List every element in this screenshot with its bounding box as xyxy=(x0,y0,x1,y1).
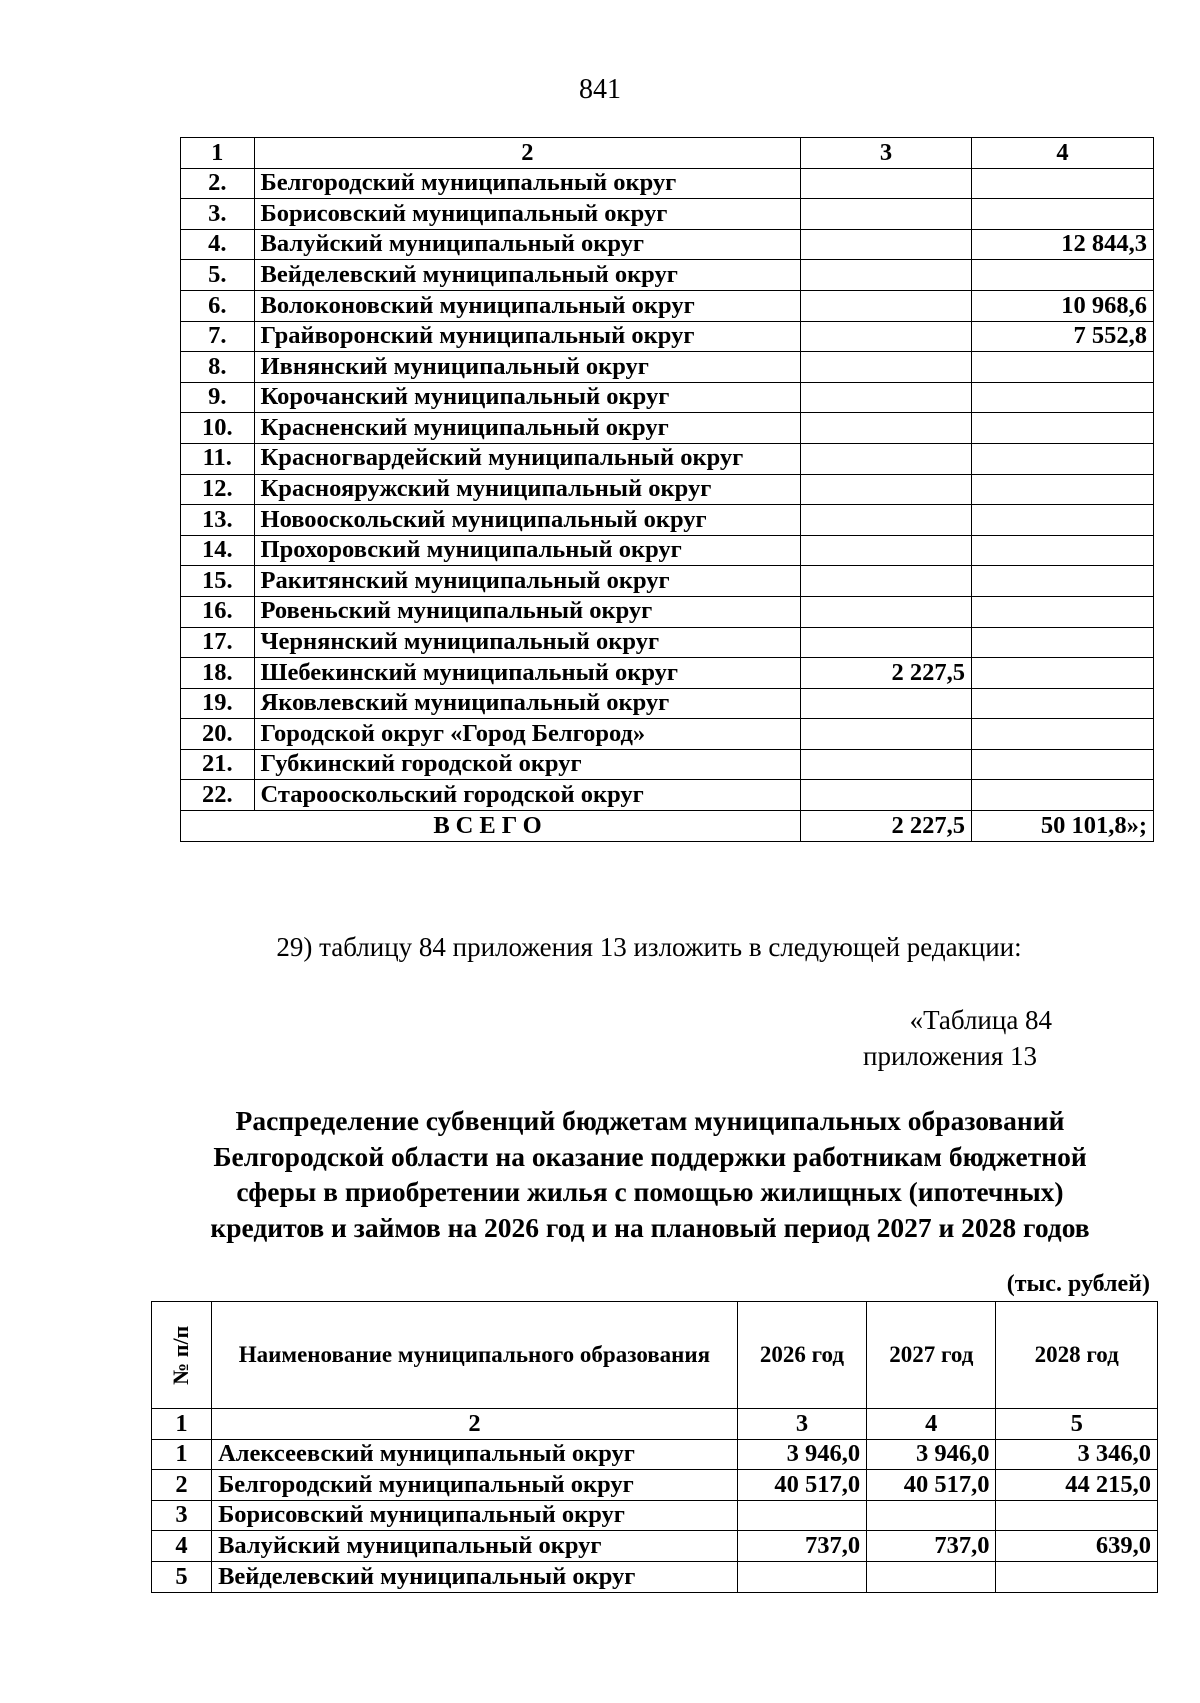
column-number-2: 2 xyxy=(212,1409,738,1440)
table-row xyxy=(181,199,1154,230)
value-2028-cell: 3 346,0 xyxy=(996,1439,1158,1470)
row-number-cell: 22. xyxy=(181,780,255,811)
column-numbers-row xyxy=(152,1409,1158,1440)
row-number-cell: 2. xyxy=(181,168,255,199)
row-number-cell: 8. xyxy=(181,352,255,383)
table-row xyxy=(152,1470,1158,1501)
value-col3-cell xyxy=(801,168,972,199)
header-number-label: № п/п xyxy=(168,1325,194,1385)
value-2026-cell xyxy=(737,1500,866,1531)
municipality-name-cell: Ракитянский муниципальный округ xyxy=(254,566,801,597)
municipality-name-cell: Грайворонский муниципальный округ xyxy=(254,321,801,352)
column-number-1: 1 xyxy=(181,138,255,169)
column-number-2: 2 xyxy=(254,138,801,169)
value-col4-cell: 10 968,6 xyxy=(972,290,1154,321)
row-number-cell: 18. xyxy=(181,658,255,689)
value-col3-cell xyxy=(801,199,972,230)
value-col3-cell xyxy=(801,535,972,566)
municipality-name-cell: Волоконовский муниципальный округ xyxy=(254,290,801,321)
row-number-cell: 17. xyxy=(181,627,255,658)
value-col3-cell xyxy=(801,321,972,352)
municipality-name-cell: Краснояружский муниципальный округ xyxy=(254,474,801,505)
value-col4-cell xyxy=(972,627,1154,658)
value-col4-cell: 7 552,8 xyxy=(972,321,1154,352)
value-col3-cell xyxy=(801,443,972,474)
row-number-cell: 12. xyxy=(181,474,255,505)
value-col3-cell: 2 227,5 xyxy=(801,658,972,689)
municipality-name-cell: Алексеевский муниципальный округ xyxy=(212,1439,738,1470)
value-col4-cell xyxy=(972,413,1154,444)
table-row xyxy=(181,749,1154,780)
municipality-name-cell: Красногвардейский муниципальный округ xyxy=(254,443,801,474)
table-row xyxy=(181,413,1154,444)
row-number-cell: 3 xyxy=(152,1500,212,1531)
municipality-name-cell: Красненский муниципальный округ xyxy=(254,413,801,444)
value-col3-cell xyxy=(801,413,972,444)
value-2027-cell: 3 946,0 xyxy=(867,1439,996,1470)
value-col4-cell xyxy=(972,596,1154,627)
municipality-name-cell: Вейделевский муниципальный округ xyxy=(212,1561,738,1592)
value-col4-cell xyxy=(972,749,1154,780)
total-label-cell: ВСЕГО xyxy=(181,811,801,842)
table-reference-line-2: приложения 13 xyxy=(863,1041,1038,1071)
value-col4-cell xyxy=(972,780,1154,811)
value-col3-cell xyxy=(801,688,972,719)
title-line: кредитов и займов на 2026 год и на плановый период 2027 и 2028 годов xyxy=(210,1211,1090,1243)
row-number-cell: 19. xyxy=(181,688,255,719)
value-col3-cell xyxy=(801,290,972,321)
table-row xyxy=(181,719,1154,750)
table-row xyxy=(181,505,1154,536)
header-2028-cell: 2028 год xyxy=(996,1302,1158,1409)
value-2027-cell: 737,0 xyxy=(867,1531,996,1562)
municipality-name-cell: Губкинский городской округ xyxy=(254,749,801,780)
value-col4-cell xyxy=(972,505,1154,536)
value-2028-cell: 44 215,0 xyxy=(996,1470,1158,1501)
header-name-cell: Наименование муниципального образования xyxy=(212,1302,738,1409)
municipality-name-cell: Ивнянский муниципальный округ xyxy=(254,352,801,383)
allocation-table-continued xyxy=(180,137,1154,842)
value-col3-cell xyxy=(801,260,972,291)
row-number-cell: 11. xyxy=(181,443,255,474)
row-number-cell: 21. xyxy=(181,749,255,780)
header-2027-cell: 2027 год xyxy=(867,1302,996,1409)
title-line: Белгородской области на оказание поддержки работникам бюджетной xyxy=(213,1140,1087,1172)
column-number-4: 4 xyxy=(867,1409,996,1440)
total-row xyxy=(181,811,1154,842)
municipality-name-cell: Белгородский муниципальный округ xyxy=(212,1470,738,1501)
municipality-name-cell: Борисовский муниципальный округ xyxy=(212,1500,738,1531)
table-row xyxy=(181,658,1154,689)
table-header-row xyxy=(181,138,1154,169)
table-row xyxy=(181,352,1154,383)
table-row xyxy=(181,780,1154,811)
column-number-3: 3 xyxy=(737,1409,866,1440)
municipality-name-cell: Чернянский муниципальный округ xyxy=(254,627,801,658)
value-col4-cell xyxy=(972,474,1154,505)
row-number-cell: 14. xyxy=(181,535,255,566)
municipality-name-cell: Борисовский муниципальный округ xyxy=(254,199,801,230)
row-number-cell: 6. xyxy=(181,290,255,321)
value-col3-cell xyxy=(801,780,972,811)
row-number-cell: 15. xyxy=(181,566,255,597)
value-2026-cell: 40 517,0 xyxy=(737,1470,866,1501)
municipality-name-cell: Старооскольский городской округ xyxy=(254,780,801,811)
column-number-4: 4 xyxy=(972,138,1154,169)
value-col4-cell xyxy=(972,199,1154,230)
municipality-name-cell: Белгородский муниципальный округ xyxy=(254,168,801,199)
municipality-name-cell: Новооскольский муниципальный округ xyxy=(254,505,801,536)
table-row xyxy=(152,1439,1158,1470)
row-number-cell: 1 xyxy=(152,1439,212,1470)
municipality-name-cell: Валуйский муниципальный округ xyxy=(254,229,801,260)
units-label: (тыс. рублей) xyxy=(1006,1271,1150,1297)
header-2026-cell: 2026 год xyxy=(737,1302,866,1409)
row-number-cell: 16. xyxy=(181,596,255,627)
value-2026-cell: 3 946,0 xyxy=(737,1439,866,1470)
value-col3-cell xyxy=(801,382,972,413)
value-2028-cell: 639,0 xyxy=(996,1531,1158,1562)
table-reference xyxy=(863,1002,1052,1074)
municipality-name-cell: Прохоровский муниципальный округ xyxy=(254,535,801,566)
table-row xyxy=(181,566,1154,597)
table-row xyxy=(181,290,1154,321)
column-number-1: 1 xyxy=(152,1409,212,1440)
total-col3-cell: 2 227,5 xyxy=(801,811,972,842)
table-row xyxy=(181,321,1154,352)
municipality-name-cell: Яковлевский муниципальный округ xyxy=(254,688,801,719)
value-col4-cell xyxy=(972,168,1154,199)
value-2027-cell xyxy=(867,1561,996,1592)
value-col3-cell xyxy=(801,229,972,260)
table-row xyxy=(181,260,1154,291)
value-2026-cell: 737,0 xyxy=(737,1531,866,1562)
table-row xyxy=(181,382,1154,413)
value-2026-cell xyxy=(737,1561,866,1592)
value-col4-cell xyxy=(972,566,1154,597)
value-2028-cell xyxy=(996,1561,1158,1592)
row-number-cell: 2 xyxy=(152,1470,212,1501)
table-row xyxy=(152,1500,1158,1531)
value-col4-cell xyxy=(972,352,1154,383)
table-row xyxy=(181,596,1154,627)
value-col3-cell xyxy=(801,749,972,780)
total-col4-cell: 50 101,8»; xyxy=(972,811,1154,842)
value-col3-cell xyxy=(801,352,972,383)
municipality-name-cell: Ровеньский муниципальный округ xyxy=(254,596,801,627)
table-row xyxy=(181,627,1154,658)
value-col4-cell xyxy=(972,382,1154,413)
row-number-cell: 4. xyxy=(181,229,255,260)
row-number-cell: 10. xyxy=(181,413,255,444)
row-number-cell: 3. xyxy=(181,199,255,230)
value-col4-cell xyxy=(972,535,1154,566)
row-number-cell: 9. xyxy=(181,382,255,413)
value-2027-cell: 40 517,0 xyxy=(867,1470,996,1501)
table-row xyxy=(152,1531,1158,1562)
document-title xyxy=(150,1103,1150,1245)
value-2028-cell xyxy=(996,1500,1158,1531)
value-col3-cell xyxy=(801,474,972,505)
value-col4-cell xyxy=(972,658,1154,689)
value-col3-cell xyxy=(801,596,972,627)
header-number-cell xyxy=(152,1302,212,1409)
municipality-name-cell: Шебекинский муниципальный округ xyxy=(254,658,801,689)
instruction-text: 29) таблицу 84 приложения 13 изложить в следующей редакции: xyxy=(276,932,1022,962)
value-col4-cell xyxy=(972,688,1154,719)
table-row xyxy=(181,474,1154,505)
value-col3-cell xyxy=(801,627,972,658)
row-number-cell: 5 xyxy=(152,1561,212,1592)
table-row xyxy=(152,1561,1158,1592)
row-number-cell: 20. xyxy=(181,719,255,750)
table-row xyxy=(181,688,1154,719)
municipality-name-cell: Вейделевский муниципальный округ xyxy=(254,260,801,291)
table-row xyxy=(181,443,1154,474)
column-number-3: 3 xyxy=(801,138,972,169)
municipality-name-cell: Валуйский муниципальный округ xyxy=(212,1531,738,1562)
table-reference-line-1: «Таблица 84 xyxy=(909,1005,1053,1035)
page-number: 841 xyxy=(579,74,621,105)
value-col3-cell xyxy=(801,505,972,536)
value-col3-cell xyxy=(801,719,972,750)
column-number-5: 5 xyxy=(996,1409,1158,1440)
table-header-row xyxy=(152,1302,1158,1409)
value-2027-cell xyxy=(867,1500,996,1531)
title-line: сферы в приобретении жилья с помощью жилищных (ипотечных) xyxy=(236,1176,1064,1207)
value-col4-cell xyxy=(972,443,1154,474)
municipality-name-cell: Корочанский муниципальный округ xyxy=(254,382,801,413)
value-col3-cell xyxy=(801,566,972,597)
value-col4-cell xyxy=(972,260,1154,291)
row-number-cell: 7. xyxy=(181,321,255,352)
subvention-table xyxy=(151,1301,1158,1593)
value-col4-cell xyxy=(972,719,1154,750)
row-number-cell: 4 xyxy=(152,1531,212,1562)
municipality-name-cell: Городской округ «Город Белгород» xyxy=(254,719,801,750)
row-number-cell: 13. xyxy=(181,505,255,536)
table-row xyxy=(181,535,1154,566)
title-line: Распределение субвенций бюджетам муниципальных образований xyxy=(235,1105,1065,1136)
table-row xyxy=(181,168,1154,199)
row-number-cell: 5. xyxy=(181,260,255,291)
value-col4-cell: 12 844,3 xyxy=(972,229,1154,260)
table-row xyxy=(181,229,1154,260)
